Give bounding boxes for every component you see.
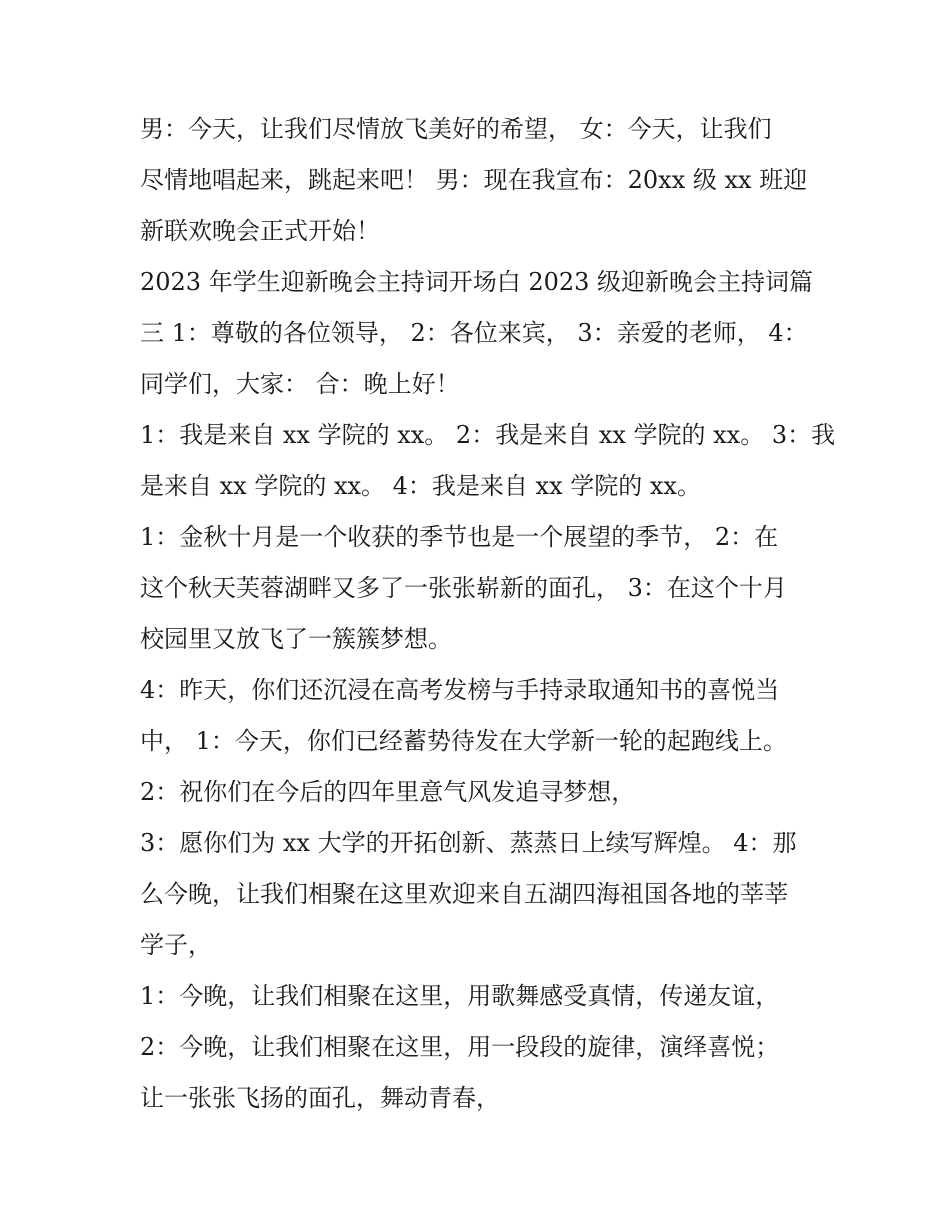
text-line: 男：今天，让我们尽情放飞美好的希望， 女：今天，让我们 — [140, 115, 772, 143]
text-line: 让一张张飞扬的面孔，舞动青春， — [140, 1084, 500, 1112]
text-line: 校园里又放飞了一簇簇梦想。 — [140, 625, 452, 653]
text-line: 4：昨天，你们还沉浸在高考发榜与手持录取通知书的喜悦当 — [140, 676, 780, 704]
text-line: 2023 年学生迎新晚会主持词开场白 2023 级迎新晚会主持词篇 — [140, 268, 814, 296]
document-body — [140, 104, 836, 1124]
text-line: 新联欢晚会正式开始！ — [140, 217, 380, 245]
text-line: 是来自 xx 学院的 xx。 4：我是来自 xx 学院的 xx。 — [140, 472, 701, 500]
text-line: 尽情地唱起来，跳起来吧！ 男：现在我宣布：20xx 级 xx 班迎 — [140, 166, 808, 194]
text-line: 学子， — [140, 931, 212, 959]
text-line: 2：祝你们在今后的四年里意气风发追寻梦想， — [140, 778, 636, 806]
text-line: 2：今晚，让我们相聚在这里，用一段段的旋律，演绎喜悦； — [140, 1033, 780, 1061]
text-line: 中， 1：今天，你们已经蓄势待发在大学新一轮的起跑线上。 — [140, 727, 787, 755]
text-line: 1：我是来自 xx 学院的 xx。 2：我是来自 xx 学院的 xx。 3：我 — [140, 421, 836, 449]
text-line: 1：今晚，让我们相聚在这里，用歌舞感受真情，传递友谊， — [140, 982, 780, 1010]
text-line: 3：愿你们为 xx 大学的开拓创新、蒸蒸日上续写辉煌。 4：那 — [140, 829, 797, 857]
text-line: 这个秋天芙蓉湖畔又多了一张张崭新的面孔， 3：在这个十月 — [140, 574, 787, 602]
text-line: 同学们，大家： 合：晚上好！ — [140, 370, 460, 398]
text-line: 三 1：尊敬的各位领导， 2：各位来宾， 3：亲爱的老师， 4： — [140, 319, 808, 347]
text-line: 么今晚，让我们相聚在这里欢迎来自五湖四海祖国各地的莘莘 — [140, 880, 788, 908]
text-line: 1：金秋十月是一个收获的季节也是一个展望的季节， 2：在 — [140, 523, 779, 551]
